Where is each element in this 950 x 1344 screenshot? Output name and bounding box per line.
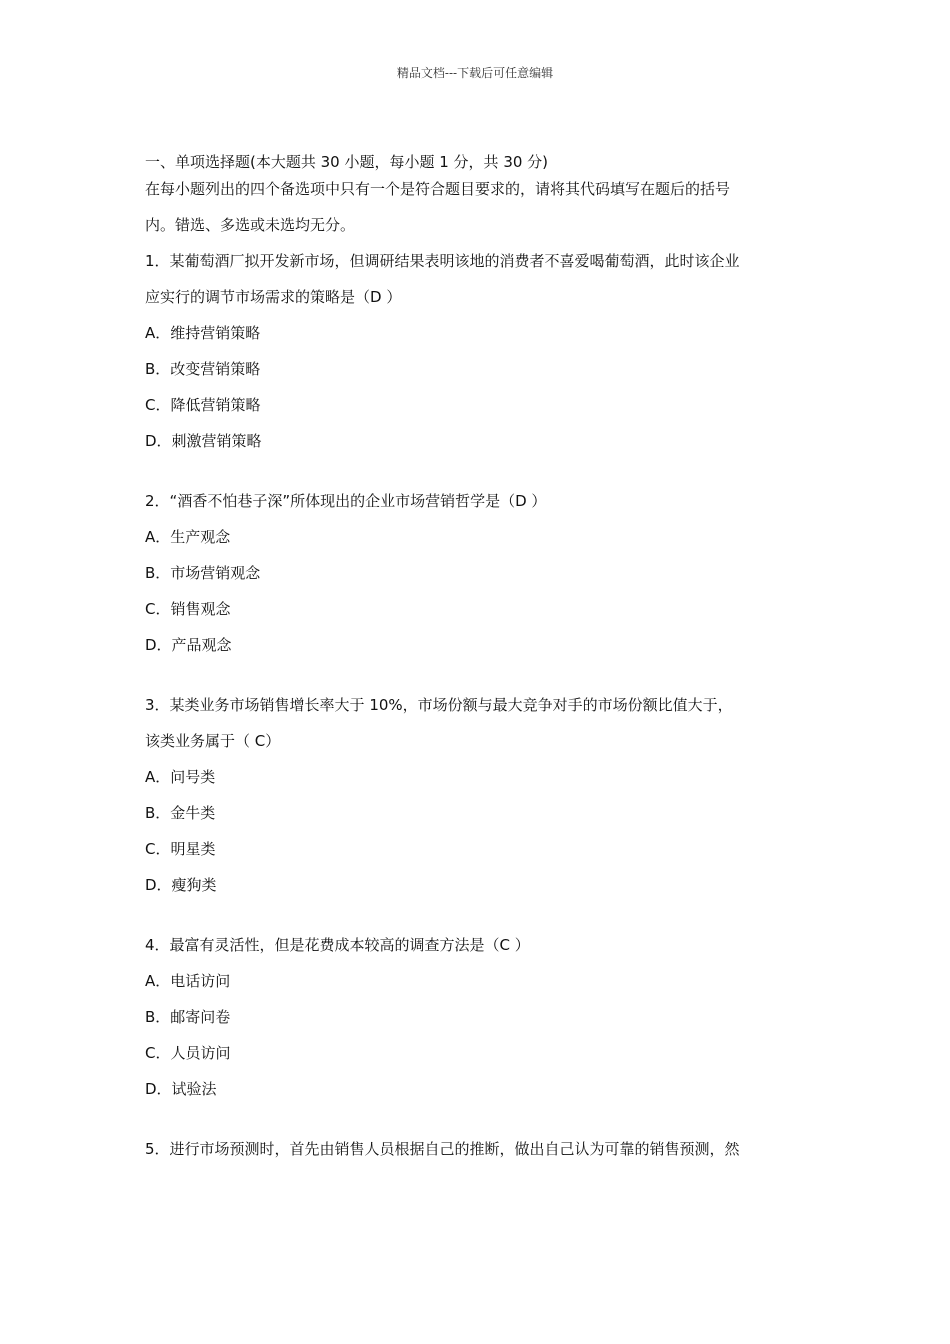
question-stem: 3．某类业务市场销售增长率大于 10%，市场份额与最大竞争对手的市场份额比值大于， xyxy=(145,696,733,714)
instructions-line: 内。错选、多选或未选均无分。 xyxy=(145,216,356,234)
question-2 xyxy=(145,489,815,669)
question-1 xyxy=(145,249,815,465)
question-5 xyxy=(145,1137,815,1173)
option-b: B．邮寄问卷 xyxy=(145,1008,231,1026)
question-stem: 5．进行市场预测时，首先由销售人员根据自己的推断，做出自己认为可靠的销售预测，然 xyxy=(145,1140,740,1158)
question-stem: 该类业务属于（ C） xyxy=(145,732,281,750)
question-stem: 4．最富有灵活性，但是花费成本较高的调查方法是（C ） xyxy=(145,936,530,954)
option-a: A．问号类 xyxy=(145,768,216,786)
page-header: 精品文档---下载后可任意编辑 xyxy=(396,66,554,80)
instructions-line: 在每小题列出的四个备选项中只有一个是符合题目要求的，请将其代码填写在题后的括号 xyxy=(145,180,731,198)
option-c: C．销售观念 xyxy=(145,600,231,618)
question-stem: 1．某葡萄酒厂拟开发新市场，但调研结果表明该地的消费者不喜爱喝葡萄酒，此时该企业 xyxy=(145,252,740,270)
option-a: A．电话访问 xyxy=(145,972,231,990)
option-b: B．市场营销观念 xyxy=(145,564,261,582)
question-3 xyxy=(145,693,815,909)
option-a: A．生产观念 xyxy=(145,528,231,546)
spacer xyxy=(145,669,815,693)
question-4 xyxy=(145,933,815,1113)
question-stem: 应实行的调节市场需求的策略是（D ） xyxy=(145,288,402,306)
option-b: B．改变营销策略 xyxy=(145,360,261,378)
document-body xyxy=(145,152,815,1173)
option-a: A．维持营销策略 xyxy=(145,324,261,342)
option-d: D．产品观念 xyxy=(145,636,232,654)
spacer xyxy=(145,909,815,933)
option-d: D．刺激营销策略 xyxy=(145,432,262,450)
question-stem: 2．“酒香不怕巷子深”所体现出的企业市场营销哲学是（D ） xyxy=(145,492,547,510)
option-c: C．降低营销策略 xyxy=(145,396,261,414)
option-d: D．瘦狗类 xyxy=(145,876,217,894)
option-c: C．明星类 xyxy=(145,840,216,858)
spacer xyxy=(145,1113,815,1137)
option-b: B．金牛类 xyxy=(145,804,216,822)
option-d: D．试验法 xyxy=(145,1080,217,1098)
option-c: C．人员访问 xyxy=(145,1044,231,1062)
spacer xyxy=(145,465,815,489)
section-title: 一、单项选择题(本大题共 30 小题，每小题 1 分，共 30 分) xyxy=(145,153,549,171)
